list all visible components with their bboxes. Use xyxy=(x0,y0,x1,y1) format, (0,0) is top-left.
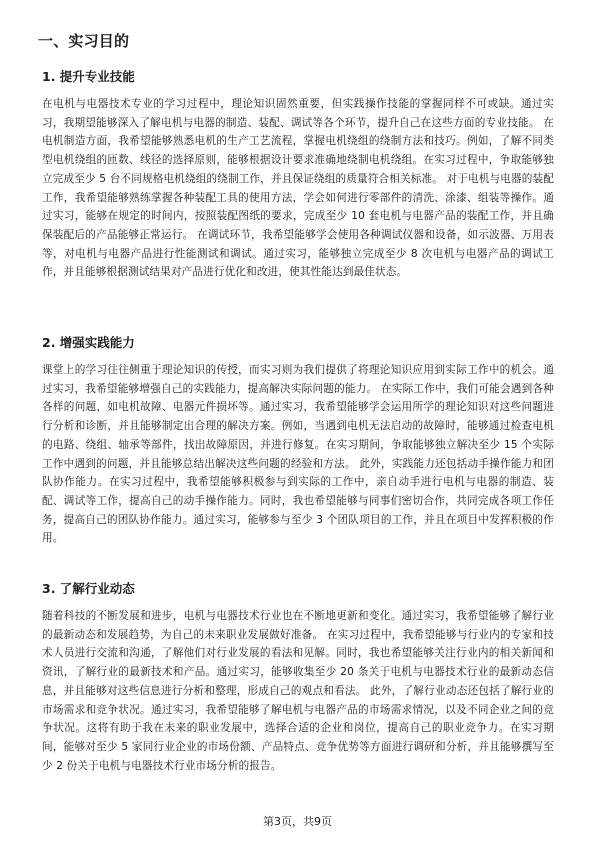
section-body-3: 随着科技的不断发展和进步，电机与电器技术行业也在不断地更新和变化。通过实习，我希望能够了解行业的最新动态和发展趋势，为自己的未来职业发展做好准备。 在实习过程中，我希望能够与行业内的专家和技术人员进行交流和沟通，了解他们对行业发展的看法和见解。同时，我也希望能够关注行业内的相关新闻和资讯，了解行业的最新技术和产品。通过实习，能够收集至少 20 条关于电机与电器技术行业的最新动态信息，并且能够对这些信息进行分析和整理，形成自己的观点和看法。 此外，了解行业动态还包括了解行业的市场需求和竞争状况。通过实习，我希望能够了解电机与电器产品的市场需求情况，以及不同企业之间的竞争状况。这将有助于我在未来的职业发展中，选择合适的企业和岗位，提高自己的职业竞争力。在实习期间，能够对至少 5 家同行业企业的市场份额、产品特点、竞争优势等方面进行调研和分析，并且能够撰写至少 2 份关于电机与电器技术行业市场分析的报告。 xyxy=(42,610,554,772)
section-title-2: 2. 增强实践能力 xyxy=(42,335,135,350)
section-title-3: 3. 了解行业动态 xyxy=(42,581,135,596)
main-heading: 一、实习目的 xyxy=(38,32,130,50)
page-footer: 第3页，共9页 xyxy=(263,815,332,828)
section-title-1: 1. 提升专业技能 xyxy=(42,69,135,84)
section-body-1: 在电机与电器技术专业的学习过程中，理论知识固然重要，但实践操作技能的掌握同样不可或缺。通过实习，我期望能够深入了解电机与电器的制造、装配、调试等各个环节，提升自己在这些方面的专业技能。 在电机制造方面，我希望能够熟悉电机的生产工艺流程，掌握电机绕组的绕制方法和技巧。例如，了解不同类型电机绕组的匝数、线径的选择原则，能够根据设计要求准确地绕制电机绕组。在实习过程中，争取能够独立完成至少 5 台不同规格电机绕组的绕制工作，并且保证绕组的质量符合相关标准。 对于电机与电器的装配工作，我希望能够熟练掌握各种装配工具的使用方法，学会如何进行零部件的清洗、涂漆、组装等操作。通过实习，能够在规定的时间内，按照装配图纸的要求，完成至少 10 套电机与电器产品的装配工作，并且确保装配后的产品能够正常运行。 在调试环节，我希望能够学会使用各种调试仪器和设备，如示波器、万用表等，对电机与电器产品进行性能测试和调试。通过实习，能够独立完成至少 8 次电机与电器产品的调试工作，并且能够根据测试结果对产品进行优化和改进，使其性能达到最佳状态。 xyxy=(42,98,554,279)
section-body-2: 课堂上的学习往往侧重于理论知识的传授，而实习则为我们提供了将理论知识应用到实际工作中的机会。通过实习，我希望能够增强自己的实践能力，提高解决实际问题的能力。 在实际工作中，我们可能会遇到各种各样的问题，如电机故障、电器元件损坏等。通过实习，我希望能够学会运用所学的理论知识对这些问题进行分析和诊断，并且能够制定出合理的解决方案。例如，当遇到电机无法启动的故障时，能够通过检查电机的电路、绕组、轴承等部件，找出故障原因，并进行修复。在实习期间，争取能够独立解决至少 15 个实际工作中遇到的问题，并且能够总结出解决这些问题的经验和方法。 此外，实践能力还包括动手操作能力和团队协作能力。在实习过程中，我希望能够积极参与到实际的工作中，亲自动手进行电机与电器的制造、装配、调试等工作，提高自己的动手操作能力。同时，我也希望能够与同事们密切合作，共同完成各项工作任务，提高自己的团队协作能力。通过实习，能够参与至少 3 个团队项目的工作，并且在项目中发挥积极的作用。 xyxy=(42,364,554,545)
